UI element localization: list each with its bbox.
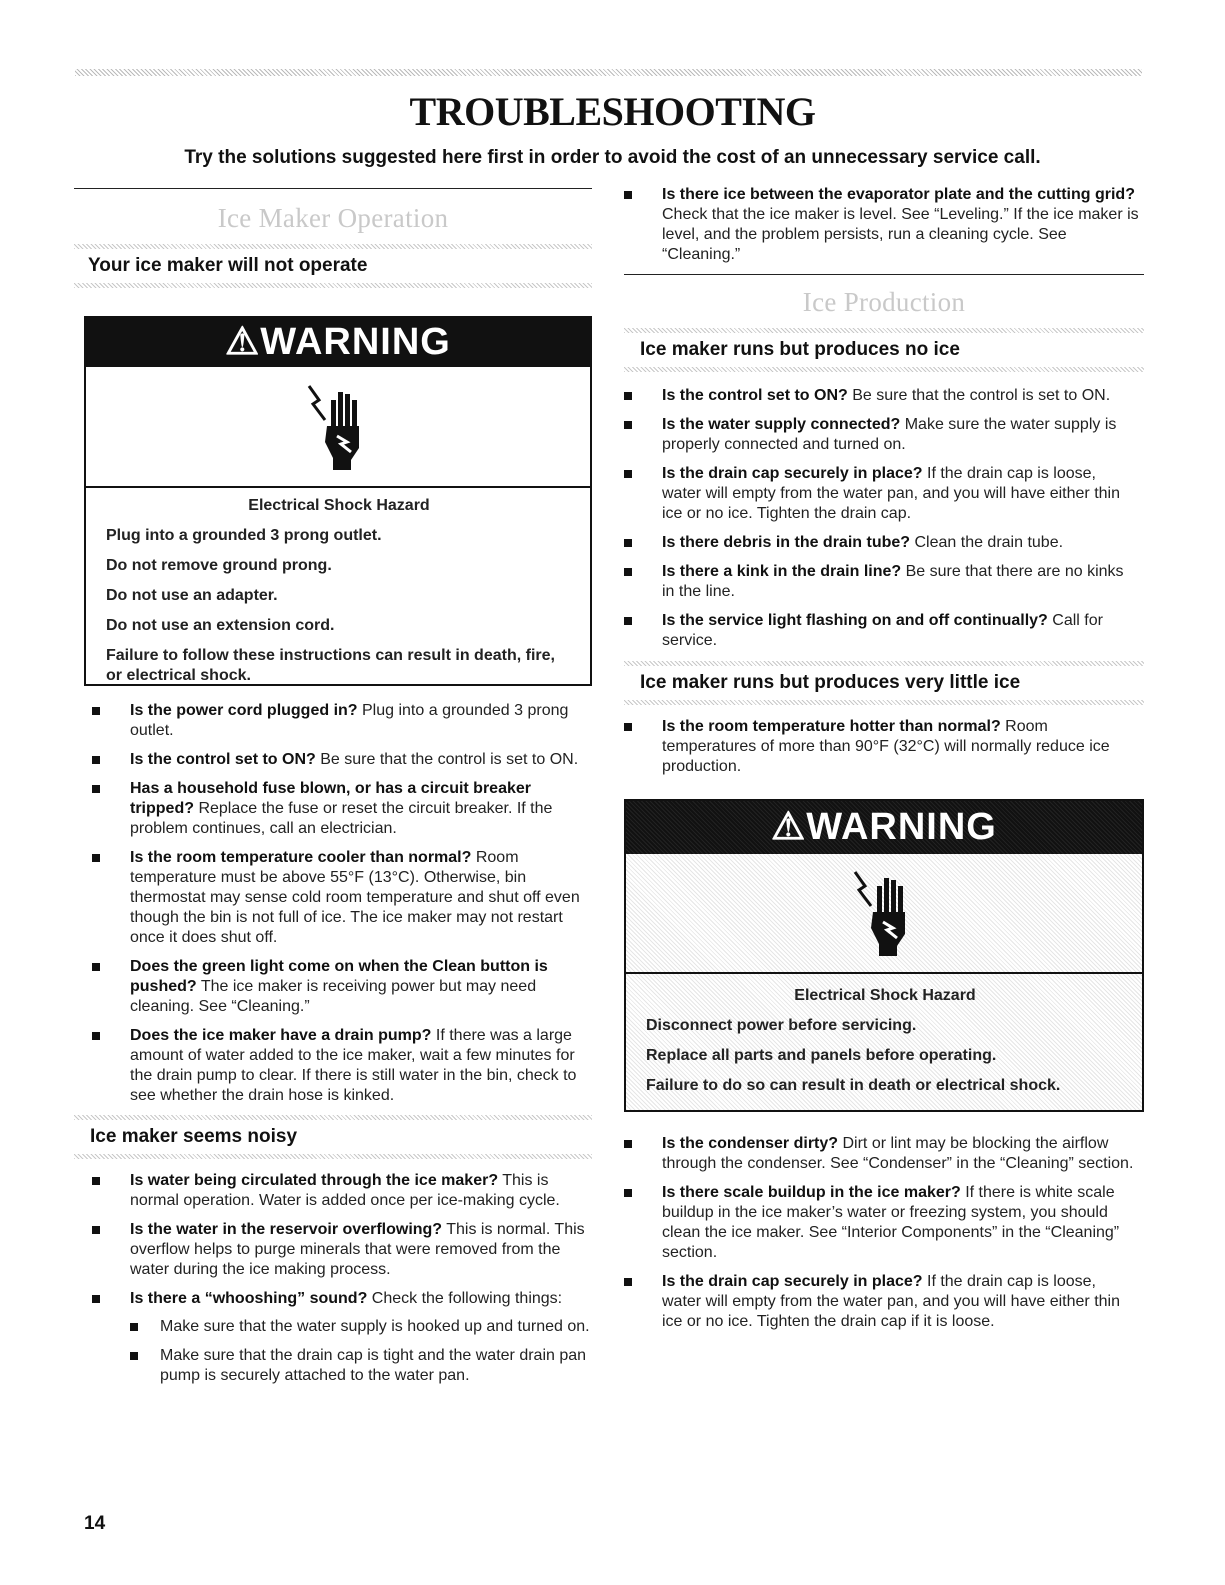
answer-text: This is normal operation. Water is added once per ice-making cycle. — [130, 1172, 560, 1209]
page-number: 14 — [84, 1513, 106, 1534]
question-text: Does the green light come on when the Clean button is pushed? — [130, 958, 548, 995]
list-item — [92, 779, 592, 839]
bullet-square-icon — [92, 963, 100, 971]
section-title-ice-production: Ice Production — [802, 287, 966, 317]
warning-box-shock — [84, 316, 592, 686]
answer-text: Make sure the water supply is properly connected and turned on. — [662, 416, 1117, 453]
warning-line: Failure to follow these instructions can result in death, fire, or electrical shock. — [106, 647, 555, 684]
list-item — [624, 386, 1139, 406]
question-text: Is there scale buildup in the ice maker? — [662, 1184, 961, 1201]
list-item — [624, 717, 1139, 777]
list-item — [92, 701, 592, 741]
answer-text: Check the following things: — [367, 1290, 563, 1307]
answer-text: If the drain cap is loose, water will empty from the water pan, and you will have either thin ice or no ice. Tighten the drain cap if it is loose. — [662, 1273, 1120, 1330]
bullet-square-icon — [92, 707, 100, 715]
no-ice-list — [624, 386, 1139, 651]
answer-text: Room temperatures of more than 90°F (32°C) will normally reduce ice production. — [662, 718, 1110, 775]
answer-text: If the drain cap is loose, water will empty from the water pan, and you will have either thin ice or no ice. Tighten the drain cap. — [662, 465, 1120, 522]
list-item — [624, 464, 1139, 524]
answer-text: Make sure that the water supply is hooked up and turned on. — [160, 1318, 590, 1335]
answer-text: If there was a large amount of water added to the ice maker, wait a few minutes for the drain pump to clear. If there is still water in the bin, check to see whether the drain hose is kinked. — [130, 1027, 577, 1104]
list-item — [624, 1272, 1139, 1332]
hazard-title: Electrical Shock Hazard — [794, 987, 976, 1004]
subheading-no-ice: Ice maker runs but produces no ice — [640, 339, 960, 360]
question-text: Is water being circulated through the ice maker? — [130, 1172, 499, 1189]
answer-text: Clean the drain tube. — [910, 534, 1064, 551]
hatch-divider — [74, 1154, 592, 1159]
warning-box-disconnect — [624, 799, 1144, 1112]
question-text: Is the drain cap securely in place? — [662, 1273, 923, 1290]
question-text: Is the control set to ON? — [662, 387, 848, 404]
answer-text: Room temperature must be above 55°F (13°C). Otherwise, bin thermostat may sense cold room temperature and shut off even though the bin is not full of ice. The ice maker may not restart once it does shut off. — [130, 849, 580, 946]
warning-line: Plug into a grounded 3 prong outlet. — [106, 527, 382, 544]
bullet-square-icon — [624, 191, 632, 199]
bullet-square-icon — [92, 785, 100, 793]
section-title-ice-maker-operation: Ice Maker Operation — [217, 203, 449, 233]
bullet-square-icon — [92, 756, 100, 764]
list-item — [624, 562, 1139, 602]
bullet-square-icon — [624, 568, 632, 576]
page-subtitle: Try the solutions suggested here first in order to avoid the cost of an unnecessary service call. — [184, 147, 1041, 168]
answer-text: Be sure that there are no kinks in the line. — [662, 563, 1124, 600]
whooshing-sublist — [130, 1317, 592, 1386]
bullet-square-icon — [624, 470, 632, 478]
bullet-square-icon — [92, 854, 100, 862]
left-column — [74, 188, 592, 1395]
answer-text: Check that the ice maker is level. See “Leveling.” If the ice maker is level, and the problem persists, run a cleaning cycle. See “Cleaning.” — [662, 206, 1139, 263]
hatch-divider — [624, 700, 1144, 705]
question-text: Is the room temperature cooler than normal? — [130, 849, 472, 866]
question-text: Is the control set to ON? — [130, 751, 316, 768]
bullet-square-icon — [624, 1189, 632, 1197]
question-text: Is there debris in the drain tube? — [662, 534, 911, 551]
section-rule — [74, 188, 592, 189]
question-text: Is there a kink in the drain line? — [662, 563, 902, 580]
question-text: Is the drain cap securely in place? — [662, 465, 923, 482]
bullet-square-icon — [624, 723, 632, 731]
section-rule — [624, 274, 1144, 275]
warning-heading: ⚠WARNING — [86, 318, 590, 367]
subheading-noisy: Ice maker seems noisy — [90, 1126, 298, 1147]
bullet-square-icon — [92, 1032, 100, 1040]
answer-text: Call for service. — [662, 612, 1103, 649]
list-item — [92, 1171, 592, 1211]
condenser-list — [624, 1134, 1139, 1332]
hatch-divider — [74, 283, 592, 288]
answer-text: If there is white scale buildup in the ice maker’s water or freezing system, you should clean the ice maker. See “Interior Components” in the “Cleaning” section. — [662, 1184, 1120, 1261]
list-item — [624, 185, 1139, 265]
bullet-square-icon — [624, 539, 632, 547]
question-text: Is the condenser dirty? — [662, 1135, 839, 1152]
warning-line: Failure to do so can result in death or electrical shock. — [646, 1077, 1061, 1094]
subheading-little-ice: Ice maker runs but produces very little ice — [640, 672, 1021, 693]
sub-list-item — [130, 1346, 592, 1386]
warning-body — [626, 974, 1142, 1110]
list-item — [624, 611, 1139, 651]
shock-hazard-icon — [86, 367, 590, 488]
bullet-square-icon — [624, 392, 632, 400]
question-text: Is the water in the reservoir overflowing? — [130, 1221, 443, 1238]
question-text: Is the water supply connected? — [662, 416, 901, 433]
warning-line: Disconnect power before servicing. — [646, 1017, 917, 1034]
bullet-square-icon — [624, 1278, 632, 1286]
hazard-title: Electrical Shock Hazard — [248, 497, 430, 514]
shock-hazard-icon — [626, 854, 1142, 974]
list-item — [92, 848, 592, 948]
answer-text: Make sure that the drain cap is tight and the water drain pan pump is securely attached to the water pan. — [160, 1347, 587, 1384]
bullet-square-icon — [130, 1352, 138, 1360]
bullet-square-icon — [624, 617, 632, 625]
list-item — [624, 1134, 1139, 1174]
answer-text: Be sure that the control is set to ON. — [847, 387, 1111, 404]
question-text: Does the ice maker have a drain pump? — [130, 1027, 432, 1044]
page-title: TROUBLESHOOTING — [409, 89, 816, 134]
warning-line: Do not use an extension cord. — [106, 617, 335, 634]
question-text: Is the power cord plugged in? — [130, 702, 358, 719]
bullet-square-icon — [92, 1226, 100, 1234]
question-text: Is there a “whooshing” sound? — [130, 1290, 368, 1307]
sub-list-item — [130, 1317, 592, 1337]
warning-line: Replace all parts and panels before operating. — [646, 1047, 997, 1064]
bullet-square-icon — [130, 1323, 138, 1331]
answer-text: Plug into a grounded 3 prong outlet. — [130, 702, 569, 739]
answer-text: The ice maker is receiving power but may need cleaning. See “Cleaning.” — [130, 978, 537, 1015]
question-text: Is there ice between the evaporator plate and the cutting grid? — [662, 186, 1135, 203]
list-item — [92, 750, 592, 770]
list-item — [624, 1183, 1139, 1263]
answer-text: Be sure that the control is set to ON. — [315, 751, 579, 768]
list-item — [624, 415, 1139, 455]
warning-line: Do not use an adapter. — [106, 587, 278, 604]
answer-text: This is normal. This overflow helps to purge minerals that were removed from the water during the ice making process. — [130, 1221, 585, 1278]
noisy-list — [92, 1171, 592, 1386]
top-right-list — [624, 185, 1139, 265]
subheading-will-not-operate: Your ice maker will not operate — [88, 255, 368, 276]
bullet-square-icon — [624, 421, 632, 429]
question-text: Is the service light flashing on and off continually? — [662, 612, 1048, 629]
warning-body — [86, 488, 590, 684]
answer-text: Replace the fuse or reset the circuit breaker. If the problem continues, call an electrician. — [130, 800, 553, 837]
warning-heading: ⚠WARNING — [626, 801, 1142, 854]
list-item — [92, 1026, 592, 1106]
list-item — [92, 957, 592, 1017]
list-item — [92, 1220, 592, 1280]
answer-text: Dirt or lint may be blocking the airflow through the condenser. See “Condenser” in the “Cleaning” section. — [662, 1135, 1134, 1172]
little-ice-list — [624, 717, 1139, 777]
top-hatched-bar — [75, 69, 1142, 76]
bullet-square-icon — [92, 1295, 100, 1303]
bullet-square-icon — [624, 1140, 632, 1148]
warning-line: Do not remove ground prong. — [106, 557, 332, 574]
hatch-divider — [624, 367, 1144, 372]
list-item — [92, 1289, 592, 1386]
not-operate-list — [92, 701, 592, 1106]
list-item — [624, 533, 1139, 553]
right-column — [624, 185, 1144, 1341]
bullet-square-icon — [92, 1177, 100, 1185]
question-text: Is the room temperature hotter than normal? — [662, 718, 1001, 735]
question-text: Has a household fuse blown, or has a circuit breaker tripped? — [130, 780, 531, 817]
